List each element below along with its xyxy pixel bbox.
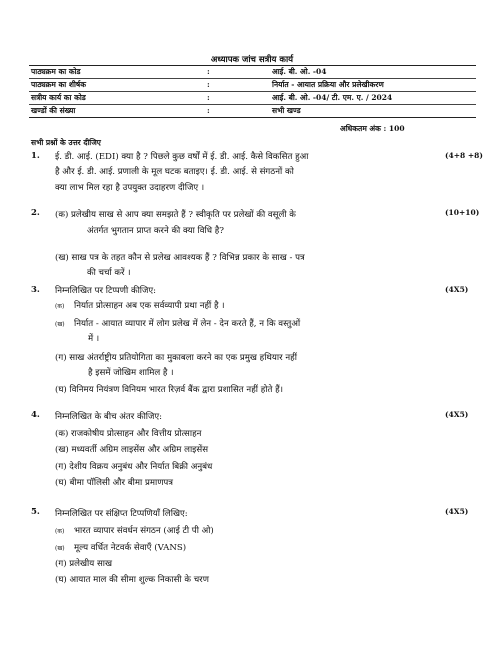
question-5-number: 5. — [31, 507, 40, 517]
row-value: आई. बी. ओ. -04/ टी. एम. ए. / 2024 — [272, 93, 393, 102]
question-3-number: 3. — [31, 285, 40, 295]
question-3-part-b: निर्यात - आयात व्यापार में लोग प्रलेख में लेन - देन करते हैं, न कि वस्तुओं — [74, 319, 301, 329]
question-4-part-d: (घ) बीमा पॉलिसी और बीमा प्रमाणपत्र — [55, 478, 174, 488]
row-label: खण्डों की संख्या — [31, 106, 76, 115]
question-4-part-c: (ग) देशीय विक्रय अनुबंध और निर्यात बिक्री अनुबंध — [55, 462, 213, 472]
row-value: निर्यात - आयात प्रक्रिया और प्रलेखीकरण — [272, 80, 384, 89]
question-2-number: 2. — [31, 208, 40, 218]
question-1-line-3: क्या लाभ मिल रहा है उपयुक्त उदाहरण दीजिए । — [55, 183, 205, 193]
question-2-line-2: अंतर्गत भुगतान प्राप्त करने की क्या विधि है? — [87, 226, 224, 236]
assignment-code-row — [29, 92, 476, 105]
question-5-part-c: (ग) प्रलेखीय साख — [55, 559, 113, 569]
question-1-number: 1. — [31, 151, 40, 161]
question-4-heading: निम्नलिखित के बीच अंतर कीजिए: — [55, 412, 163, 422]
row-colon: : — [207, 93, 210, 102]
row-colon: : — [207, 106, 210, 115]
question-2-line-3: (ख) साख पत्र के तहत कौन से प्रलेख आवश्यक हैं ? विभिन्न प्रकार के साख - पत्र — [55, 253, 305, 263]
question-3-heading: निम्नलिखित पर टिप्पणी कीजिए: — [55, 286, 157, 296]
row-value: आई. बी. ओ. -04 — [272, 67, 327, 76]
question-2-line-1: (क) प्रलेखीय साख से आप क्या समझते हैं ? स्वीकृति पर प्रलेखों की वसूली के — [55, 210, 296, 220]
question-3-part-a: निर्यात प्रोत्साहन अब एक सर्वव्यापी प्रथा नहीं है । — [74, 301, 225, 311]
question-4-part-a: (क) राजकोषीय प्रोत्साहन और वित्तीय प्रोत्साहन — [55, 429, 202, 439]
question-5-part-b-label: (ख) — [55, 545, 65, 552]
question-3-part-c: (ग) साख अंतर्राष्ट्रीय प्रतियोगिता का मुकाबला करने का एक प्रमुख हथियार नहीं — [55, 353, 297, 363]
question-5-marks: (4X5) — [445, 507, 469, 516]
question-3-part-b-label: (ख) — [55, 321, 65, 328]
question-2-marks: (10+10) — [445, 208, 480, 217]
question-5-part-a-label: (क) — [55, 528, 65, 535]
row-label: सत्रीय कार्य का कोड — [31, 93, 86, 102]
course-info-table — [29, 65, 476, 118]
row-colon: : — [207, 67, 210, 76]
question-5-part-b: मूल्य वर्धित नेटवर्क सेवाएँ (VANS) — [74, 543, 187, 553]
row-label: पाठ्यक्रम का शीर्षक — [31, 80, 86, 89]
question-1-line-2: है और ई. डी. आई. प्रणाली के मूल घटक बताइए। ई. डी. आई. से संगठनों को — [55, 167, 294, 177]
question-3-part-c-cont: है इसमें जोखिम शामिल है । — [88, 368, 174, 378]
question-4-marks: (4X5) — [445, 410, 469, 419]
question-3-part-d: (घ) विनिमय नियंत्रण विनियम भारत रिज़र्व बैंक द्वारा प्रशासित नहीं होते हैं। — [55, 385, 283, 395]
question-3-part-b-cont: में । — [88, 334, 100, 344]
question-3-part-a-label: (क) — [55, 303, 65, 310]
question-4-number: 4. — [31, 410, 40, 420]
row-label: पाठ्यक्रम का कोड — [31, 67, 81, 76]
blocks-row — [29, 105, 476, 117]
row-colon: : — [207, 80, 210, 89]
row-value: सभी खण्ड — [272, 106, 301, 115]
question-2-line-4: की चर्चा करें । — [87, 268, 131, 278]
instruction: सभी प्रश्नों के उत्तर दीजिए — [31, 138, 101, 147]
question-1-marks: (4+8 +8) — [445, 151, 483, 160]
question-1-line-1: ई. डी. आई. (EDI) क्या है ? पिछले कुछ वर्षों में ई. डी. आई. कैसे विकसित हुआ — [55, 152, 309, 162]
question-5-part-a: भारत व्यापार संवर्धन संगठन (आई टी पी ओ) — [74, 526, 214, 536]
question-4-part-b: (ख) मध्यवर्ती अग्रिम लाइसेंस और अग्रिम लाइसेंस — [55, 445, 209, 455]
question-3-marks: (4X5) — [445, 285, 469, 294]
question-5-part-d: (घ) आयात माल की सीमा शुल्क निकासी के चरण — [55, 575, 209, 585]
question-5-heading: निम्नलिखित पर संक्षिप्त टिप्पणियाँ लिखिए: — [55, 509, 188, 519]
document-title: अध्यापक जांच सत्रीय कार्य — [210, 55, 294, 65]
max-marks: अधिकतम अंक : 100 — [340, 124, 405, 133]
course-code-row — [29, 66, 476, 79]
course-title-row — [29, 79, 476, 92]
